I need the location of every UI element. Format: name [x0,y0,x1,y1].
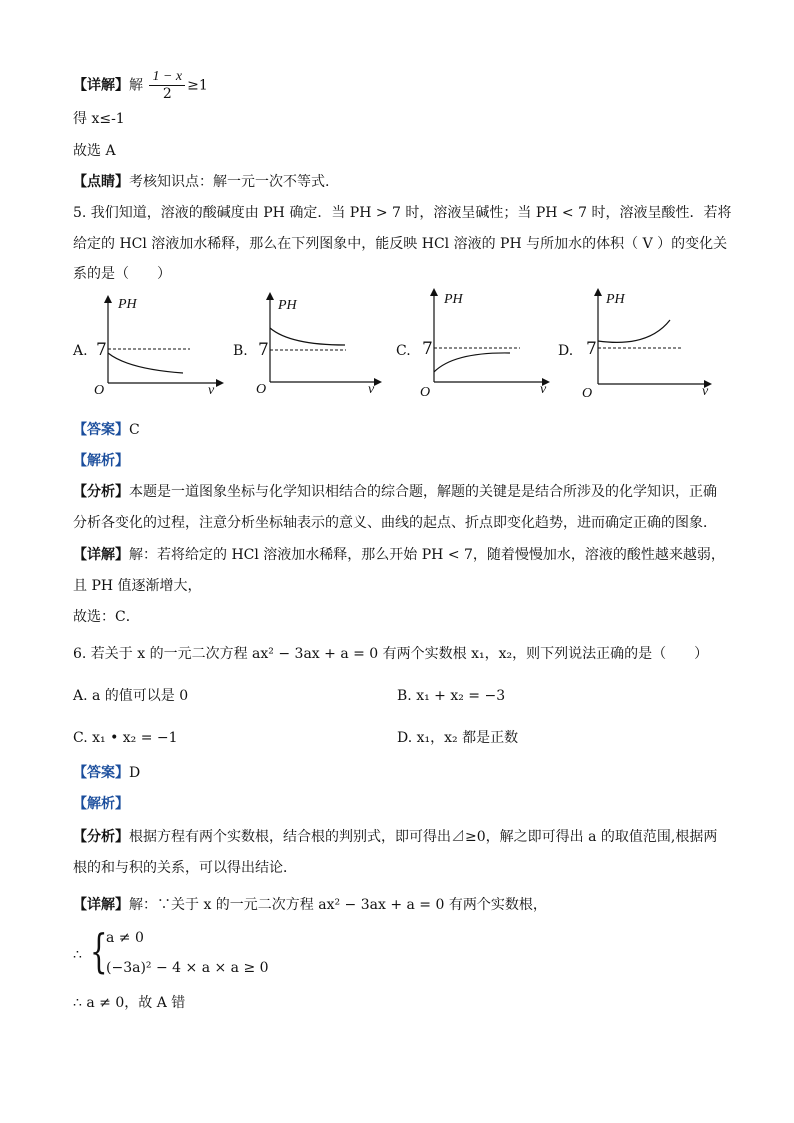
detail-prefix: 解 [129,77,143,94]
detail-tag: 【详解】 [73,547,129,563]
graph-d [578,286,718,404]
graph-b-option: B. [233,343,248,359]
q5-analysis-tag: 【解析】 [73,453,129,469]
graph-d-ref-label: 7 [586,339,597,359]
graph-a-option: A. [73,343,88,359]
answer-value: D [129,765,141,781]
q5-fenxi-line2: 分析各变化的过程，注意分析坐标轴表示的意义、曲线的起点、折点即变化趋势，进而确定正确的图象． [73,515,717,531]
q6-conclusion: ∴ a ≠ 0，故 A 错 [73,995,186,1011]
system-brace: { [90,924,108,978]
graph-c-y-label: PH [444,292,463,307]
q5-stem-line2: 给定的 HCl 溶液加水稀释，那么在下列图象中，能反映 HCl 溶液的 PH 与所加水的体积（ V ）的变化关 [73,236,728,252]
fenxi-text: 本题是一道图象坐标与化学知识相结合的综合题，解题的关键是是结合所涉及的化学知识，正确 [129,484,717,500]
q6-option-a: A. a 的值可以是 0 [73,688,189,704]
graph-d-option: D. [558,343,574,359]
q6-fenxi-line1 [73,827,717,847]
q5-detail-line1 [73,545,725,565]
graph-b-y-label: PH [278,298,297,313]
graph-c-curve [434,353,510,372]
graph-d-curve [598,320,670,342]
detail-tag: 【详解】 [73,77,129,94]
graph-c [414,286,554,404]
fraction-denominator: 2 [162,86,172,102]
graph-a-ref-label: 7 [96,340,107,360]
graph-d-svg [578,286,718,404]
q4-review [73,172,329,192]
fenxi-tag: 【分析】 [73,829,129,845]
q6-system-line2: (−3a)² − 4 × a × a ≥ 0 [106,960,269,976]
graph-a-y-label: PH [118,297,137,312]
graph-c-ref-label: 7 [422,339,433,359]
q5-detail-line2: 且 PH 值逐渐增大， [73,578,202,594]
graph-a-svg [88,293,228,405]
q4-detail-line [73,68,208,103]
fenxi-text: 根据方程有两个实数根，结合根的判别式，即可得出⊿≥0，解之即可得出 a 的取值范围,根据两 [129,829,718,845]
q5-choice: 故选：C． [73,609,140,625]
graph-d-y-label: PH [606,292,625,307]
review-tag: 【点睛】 [73,174,129,190]
answer-tag: 【答案】 [73,422,129,438]
q5-fenxi-line1 [73,482,717,502]
graph-c-option: C. [396,343,411,359]
graph-c-x-label: v [540,382,547,397]
q6-therefore: ∴ [73,947,82,963]
fenxi-tag: 【分析】 [73,484,129,500]
q6-option-c: C. x₁ • x₂ = −1 [73,730,178,746]
graph-b-curve [270,328,345,345]
review-text: 考核知识点：解一元一次不等式. [129,174,330,190]
q6-system-line1: a ≠ 0 [106,930,144,946]
q4-result: 得 x≤-1 [73,111,125,127]
graph-a-origin: O [94,383,105,398]
q5-stem-line1: 5. 我们知道，溶液的酸碱度由 PH 确定．当 PH > 7 时，溶液呈碱性；当 PH < 7 时，溶液呈酸性．若将 [73,205,732,221]
fraction [149,68,185,103]
q6-option-d: D. x₁，x₂ 都是正数 [397,730,519,746]
detail-text: 解：∵关于 x 的一元二次方程 ax² − 3ax + a = 0 有两个实数根， [129,897,547,913]
q6-fenxi-line2: 根的和与积的关系，可以得出结论． [73,860,297,876]
q6-analysis-tag: 【解析】 [73,796,129,812]
q6-option-b: B. x₁ + x₂ = −3 [397,688,506,704]
q4-choice: 故选 A [73,143,116,159]
answer-tag: 【答案】 [73,765,129,781]
graph-b [250,290,390,402]
graph-d-origin: O [582,386,593,401]
graph-c-svg [414,286,554,404]
graph-c-origin: O [420,385,431,400]
q5-answer [73,420,140,440]
q6-detail-line1 [73,895,547,915]
fraction-numerator: 1 − x [149,68,185,86]
answer-value: C [129,422,140,438]
graph-b-x-label: v [368,382,375,397]
q6-stem: 6. 若关于 x 的一元二次方程 ax² − 3ax + a = 0 有两个实数根 x₁，x₂，则下列说法正确的是（ ） [73,646,709,662]
graph-b-ref-label: 7 [258,340,269,360]
q6-answer [73,763,140,783]
graph-a [88,293,228,405]
detail-tag: 【详解】 [73,897,129,913]
q5-stem-line3: 系的是（ ） [73,266,171,282]
graph-b-origin: O [256,382,267,397]
detail-suffix: ≥1 [187,77,208,94]
detail-text: 解：若将给定的 HCl 溶液加水稀释，那么开始 PH < 7，随着慢慢加水，溶液的酸性越来越弱， [129,547,725,563]
graph-d-x-label: v [702,384,709,399]
graph-a-curve [108,353,183,373]
graph-a-x-label: v [208,383,215,398]
